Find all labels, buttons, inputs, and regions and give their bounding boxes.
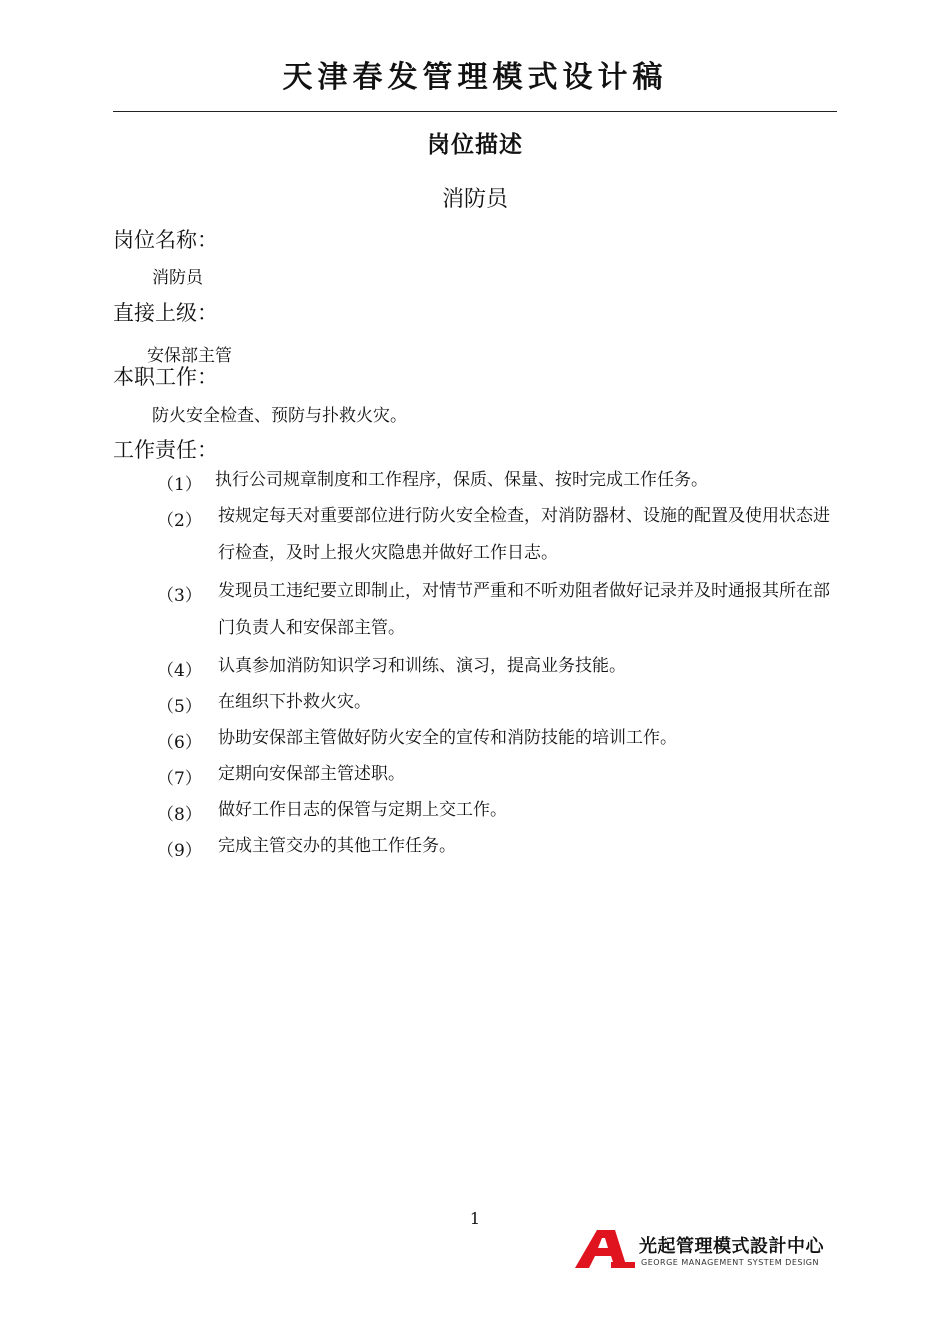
duty-text: 在组织下扑救火灾。 [218,692,371,712]
duty-number: （8） [157,805,202,825]
duty-text: 按规定每天对重要部位进行防火安全检查，对消防器材、设施的配置及使用状态进行检查，及时上报火灾隐患并做好工作日志。 [218,506,830,563]
duty-text: 发现员工违纪要立即制止，对情节严重和不听劝阻者做好记录并及时通报其所在部门负责人和安保部主管。 [218,581,830,638]
logo-chinese-text: 光起管理模式設計中心 [639,1236,824,1257]
section-title: 岗位描述 [427,132,523,158]
duty-number: （9） [157,841,202,861]
duty-text: 认真参加消防知识学习和训练、演习，提高业务技能。 [218,656,626,676]
duty-number: （3） [157,586,202,606]
job-value: 防火安全检查、预防与扑救火灾。 [152,406,407,426]
duty-number: （5） [157,697,202,717]
company-logo [575,1228,845,1272]
position-name-heading: 岗位名称： [113,228,218,252]
duty-text: 协助安保部主管做好防火安全的宣传和消防技能的培训工作。 [218,728,677,748]
duty-number: （7） [157,769,202,789]
superior-heading: 直接上级： [113,301,218,325]
duty-number: （6） [157,733,202,753]
duty-text: 执行公司规章制度和工作程序，保质、保量、按时完成工作任务。 [215,470,708,490]
duty-number: （2） [157,511,202,531]
logo-mark-icon [575,1228,635,1272]
job-heading: 本职工作： [113,365,218,389]
duty-text: 完成主管交办的其他工作任务。 [218,836,456,856]
superior-value: 安保部主管 [147,346,232,366]
document-title: 天津春发管理模式设计稿 [282,60,668,95]
title-divider [113,111,837,112]
position-name-value: 消防员 [152,268,203,288]
page-number: 1 [469,1209,481,1228]
duty-text: 定期向安保部主管述职。 [218,764,405,784]
duties-heading: 工作责任： [113,438,218,462]
duty-text: 做好工作日志的保管与定期上交工作。 [218,800,507,820]
position-title: 消防员 [441,187,508,212]
logo-english-text: GEORGE MANAGEMENT SYSTEM DESIGN [641,1258,819,1267]
duty-number: （1） [157,475,202,495]
duty-number: （4） [157,661,202,681]
